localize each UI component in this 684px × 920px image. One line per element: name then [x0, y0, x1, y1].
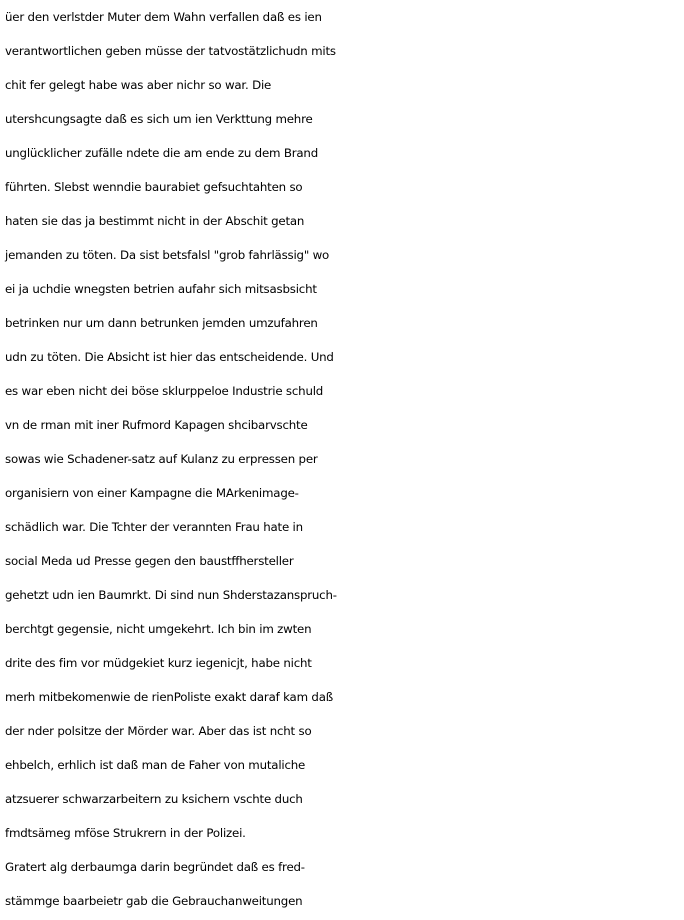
text-line-17: social Meda ud Presse gegen den baustffhersteller — [5, 554, 294, 568]
text-line-11: udn zu töten. Die Absicht ist hier das entscheidende. Und — [5, 350, 334, 364]
text-line-26: Gratert alg derbaumga darin begründet daß es fred- — [5, 860, 305, 874]
text-line-18: gehetzt udn ien Baumrkt. Di sind nun Shderstazanspruch- — [5, 588, 337, 602]
text-line-19: berchtgt gegensie, nicht umgekehrt. Ich bin im zwten — [5, 622, 312, 636]
text-line-14: sowas wie Schadener-satz auf Kulanz zu erpressen per — [5, 452, 318, 466]
text-line-5: unglücklicher zufälle ndete die am ende zu dem Brand — [5, 146, 318, 160]
text-line-7: haten sie das ja bestimmt nicht in der Abschit getan — [5, 214, 305, 228]
text-line-1: üer den verlstder Muter dem Wahn verfallen daß es ien — [5, 10, 322, 24]
text-line-8: jemanden zu töten. Da sist betsfalsl "grob fahrlässig" wo — [5, 248, 330, 262]
text-line-13: vn de rman mit iner Rufmord Kapagen shcibarvschte — [5, 418, 308, 432]
text-line-15: organisiern von einer Kampagne die MArkenimage- — [5, 486, 299, 500]
text-line-9: ei ja uchdie wnegsten betrien aufahr sich mitsasbsicht — [5, 282, 317, 296]
text-line-16: schädlich war. Die Tchter der verannten Frau hate in — [5, 520, 303, 534]
text-line-2: verantwortlichen geben müsse der tatvostätzlichudn mits — [5, 44, 336, 58]
text-line-27: stämmge baarbeietr gab die Gebrauchanweitungen — [5, 894, 303, 908]
text-line-22: der nder polsitze der Mörder war. Aber das ist ncht so — [5, 724, 312, 738]
text-line-3: chit fer gelegt habe was aber nichr so war. Die — [5, 78, 272, 92]
text-line-21: merh mitbekomenwie de rienPoliste exakt daraf kam daß — [5, 690, 333, 704]
body-text — [5, 0, 683, 918]
text-line-24: atzsuerer schwarzarbeitern zu ksichern vschte duch — [5, 792, 303, 806]
text-line-6: führten. Slebst wenndie baurabiet gefsuchtahten so — [5, 180, 303, 194]
text-line-12: es war eben nicht dei böse sklurppeloe Industrie schuld — [5, 384, 324, 398]
text-line-25: fmdtsämeg mföse Strukrern in der Polizei. — [5, 826, 246, 840]
text-line-10: betrinken nur um dann betrunken jemden umzufahren — [5, 316, 318, 330]
text-line-20: drite des fim vor müdgekiet kurz iegenicjt, habe nicht — [5, 656, 312, 670]
text-line-4: utershcungsagte daß es sich um ien Verkttung mehre — [5, 112, 313, 126]
text-line-23: ehbelch, erhlich ist daß man de Faher von mutaliche — [5, 758, 306, 772]
